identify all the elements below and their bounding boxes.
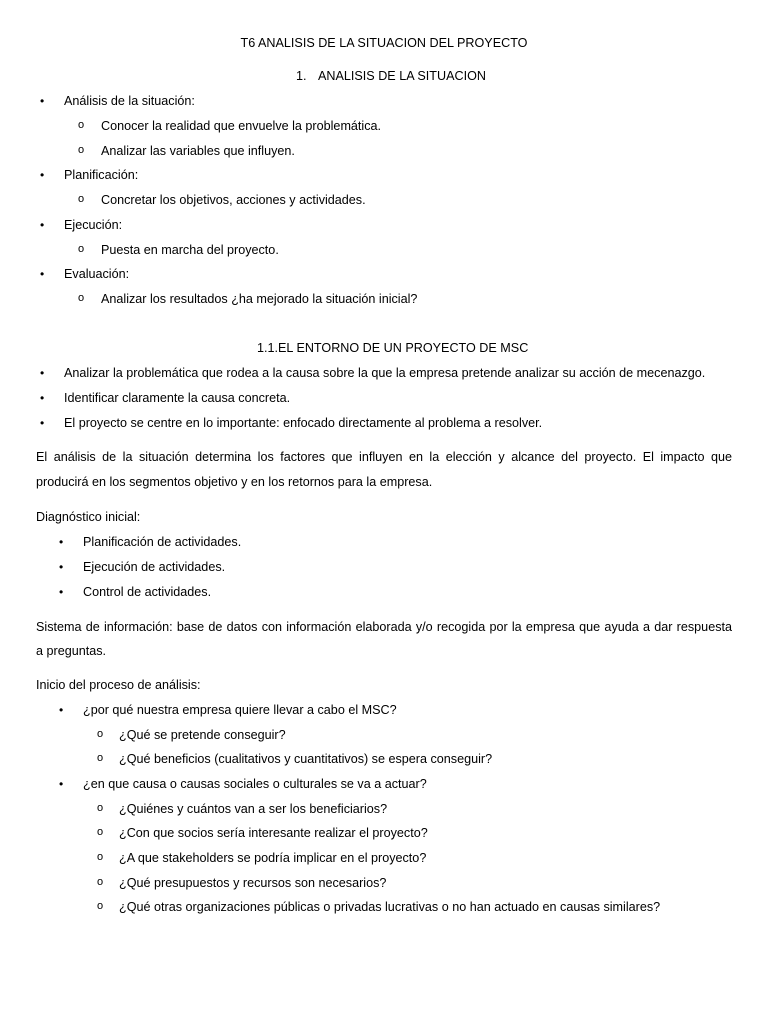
sub-question: ¿Qué beneficios (cualitativos y cuantitativos) se espera conseguir?	[119, 752, 493, 766]
section-1-1-heading: 1.1.EL ENTORNO DE UN PROYECTO DE MSC	[257, 341, 529, 355]
phase-sub-item: Concretar los objetivos, acciones y actividades.	[101, 193, 366, 207]
circle-bullet-icon: o	[97, 802, 104, 814]
circle-bullet-icon: o	[78, 243, 85, 255]
sub-question: ¿Qué presupuestos y recursos son necesarios?	[119, 876, 387, 890]
section-1-heading: ANALISIS DE LA SITUACION	[318, 69, 486, 83]
bullet-icon: •	[40, 391, 45, 405]
circle-bullet-icon: o	[97, 826, 104, 838]
question: ¿en que causa o causas sociales o culturales se va a actuar?	[83, 777, 427, 791]
information-system-line: Sistema de información: base de datos con información elaborada y/o recogida por la empresa que ayuda a dar respuesta	[36, 620, 732, 634]
sub-question: ¿Quiénes y cuántos van a ser los beneficiarios?	[119, 802, 388, 816]
bullet-icon: •	[40, 366, 45, 380]
phase-label: Análisis de la situación:	[64, 94, 195, 108]
section-1-number: 1.	[296, 69, 307, 83]
sub-question: ¿Con que socios sería interesante realizar el proyecto?	[119, 826, 428, 840]
bullet-icon: •	[40, 94, 45, 108]
bullet-icon: •	[40, 168, 45, 182]
phase-label: Evaluación:	[64, 267, 130, 281]
circle-bullet-icon: o	[97, 876, 104, 888]
circle-bullet-icon: o	[78, 292, 85, 304]
bullet-icon: •	[40, 267, 45, 281]
phase-label: Ejecución:	[64, 218, 123, 232]
circle-bullet-icon: o	[78, 193, 85, 205]
bullet-icon: •	[59, 777, 64, 791]
circle-bullet-icon: o	[97, 752, 104, 764]
bullet-icon: •	[40, 218, 45, 232]
bullet-icon: •	[59, 535, 64, 549]
diagnostic-item: Ejecución de actividades.	[83, 560, 226, 574]
bullet-icon: •	[59, 585, 64, 599]
phase-sub-item: Analizar los resultados ¿ha mejorado la situación inicial?	[101, 292, 418, 306]
information-system-line: a preguntas.	[36, 644, 107, 658]
environment-item: El proyecto se centre en lo importante: enfocado directamente al problema a resolver.	[64, 416, 543, 430]
phase-sub-item: Puesta en marcha del proyecto.	[101, 243, 279, 257]
phase-sub-item: Conocer la realidad que envuelve la problemática.	[101, 119, 382, 133]
bullet-icon: •	[40, 416, 45, 430]
question: ¿por qué nuestra empresa quiere llevar a cabo el MSC?	[83, 703, 397, 717]
analysis-paragraph-line: producirá en los segmentos objetivo y en los retornos para la empresa.	[36, 475, 433, 489]
diagnostic-item: Planificación de actividades.	[83, 535, 242, 549]
environment-item: Identificar claramente la causa concreta.	[64, 391, 291, 405]
sub-question: ¿Qué se pretende conseguir?	[119, 728, 286, 742]
analysis-start-label: Inicio del proceso de análisis:	[36, 678, 201, 692]
analysis-paragraph-line: El análisis de la situación determina los factores que influyen en la elección y alcance del proyecto. El impacto que	[36, 450, 732, 464]
circle-bullet-icon: o	[97, 851, 104, 863]
circle-bullet-icon: o	[97, 900, 104, 912]
bullet-icon: •	[59, 703, 64, 717]
bullet-icon: •	[59, 560, 64, 574]
phase-label: Planificación:	[64, 168, 139, 182]
environment-item: Analizar la problemática que rodea a la causa sobre la que la empresa pretende analizar su acción de mecenazgo.	[64, 366, 706, 380]
phase-sub-item: Analizar las variables que influyen.	[101, 144, 295, 158]
sub-question: ¿A que stakeholders se podría implicar en el proyecto?	[119, 851, 427, 865]
circle-bullet-icon: o	[78, 119, 85, 131]
circle-bullet-icon: o	[78, 144, 85, 156]
diagnostic-label: Diagnóstico inicial:	[36, 510, 141, 524]
diagnostic-item: Control de actividades.	[83, 585, 212, 599]
circle-bullet-icon: o	[97, 728, 104, 740]
sub-question: ¿Qué otras organizaciones públicas o privadas lucrativas o no han actuado en causas similares?	[119, 900, 661, 914]
page-title: T6 ANALISIS DE LA SITUACION DEL PROYECTO	[240, 36, 528, 50]
